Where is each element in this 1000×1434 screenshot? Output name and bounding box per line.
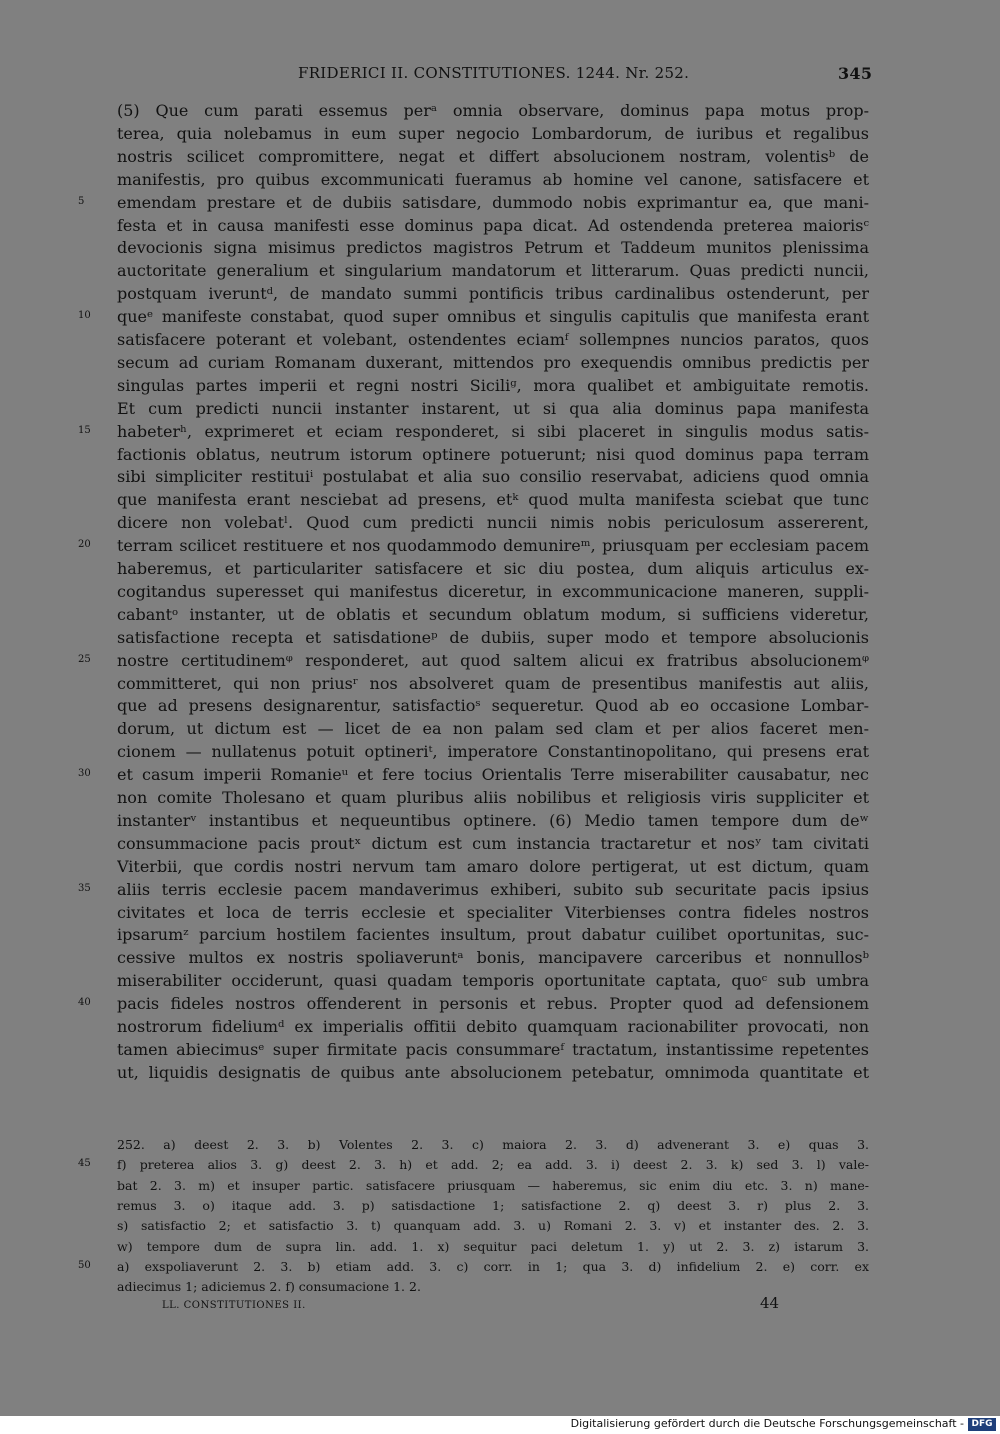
text-line: devocionis signa misimus predictos magistros Petrum et Taddeum munitos plenissima: [117, 238, 869, 258]
text-line: que manifesta erant nesciebat ad presens, etᵏ quod multa manifesta sciebat que tunc: [117, 490, 869, 510]
text-line: Viterbii, que cordis nostri nervum tam amaro dolore pertigerat, ut est dictum, quam: [117, 856, 869, 876]
text-line: consummacione pacis proutˣ dictum est cum instancia tractaretur et nosʸ tam civitati: [117, 833, 869, 853]
footnote-line: f) preterea alios 3. g) deest 2. 3. h) et add. 2; ea add. 3. i) deest 2. 3. k) sed 3. l) vale-: [117, 1157, 869, 1173]
footer-sheet-number: 44: [760, 1294, 780, 1312]
footnote-line: a) exspoliaverunt 2. 3. b) etiam add. 3. c) corr. in 1; qua 3. d) infidelium 2. e) corr. ex: [117, 1258, 869, 1274]
text-line: postquam iveruntᵈ, de mandato summi pontificis tribus cardinalibus ostenderunt, per: [117, 284, 869, 304]
footnote-line: s) satisfactio 2; et satisfactio 3. t) quanquam add. 3. u) Romani 2. 3. v) et instanter des. 2. 3.: [117, 1218, 869, 1234]
line-number: 15: [78, 424, 91, 436]
text-line: nostris scilicet compromittere, negat et differt absolucionem nostram, volentisᵇ de: [117, 146, 869, 166]
text-line: dorum, ut dictum est — licet de ea non palam sed clam et per alios faceret men-: [117, 719, 869, 739]
text-line: dicere non volebatˡ. Quod cum predicti nuncii nimis nobis periculosum assererent,: [117, 513, 869, 533]
line-number: 20: [78, 539, 91, 551]
text-line: auctoritate generalium et singularium mandatorum et litterarum. Quas predicti nuncii,: [117, 261, 869, 281]
text-line: non comite Tholesano et quam pluribus aliis nobilibus et religiosis viris suppliciter et: [117, 788, 869, 807]
line-number: 10: [78, 310, 91, 322]
text-line: queᵉ manifeste constabat, quod super omnibus et singulis capitulis que manifesta erant: [117, 307, 869, 327]
text-line: sibi simpliciter restituiⁱ postulabat et alia suo consilio reservabat, adiciens quod omnia: [117, 467, 869, 487]
footnote-line: bat 2. 3. m) et insuper partic. satisfacere priusquam — haberemus, sic enim diu etc. 3. n) mane-: [117, 1177, 869, 1193]
text-line: satisfacere poterant et volebant, ostendentes eciamᶠ sollempnes nuncios paratos, quos: [117, 330, 869, 349]
line-number: 40: [78, 997, 91, 1009]
text-line: tamen abiecimusᵉ super firmitate pacis consummareᶠ tractatum, instantissime repetentes: [117, 1039, 869, 1059]
text-line: cionem — nullatenus potuit optineriᵗ, imperatore Constantinopolitano, qui presens erat: [117, 742, 869, 762]
text-line: festa et in causa manifesti esse dominus papa dicat. Ad ostendenda preterea maiorisᶜ: [117, 215, 869, 235]
text-line: aliis terris ecclesie pacem mandaverimus exhiberi, subito sub securitate pacis ipsius: [117, 879, 869, 899]
text-line: nostrorum fideliumᵈ ex imperialis offitii debito quamquam racionabiliter provocati, non: [117, 1017, 869, 1036]
text-line: Et cum predicti nuncii instanter instarent, ut si qua alia dominus papa manifesta: [117, 398, 869, 418]
text-line: miserabiliter occiderunt, quasi quadam temporis oportunitate captata, quoᶜ sub umbra: [117, 971, 869, 991]
footnote-line-number: 50: [78, 1259, 91, 1271]
line-number: 5: [78, 195, 85, 207]
line-number: 25: [78, 653, 91, 665]
footnote-line: 252. a) deest 2. 3. b) Volentes 2. 3. c) maiora 2. 3. d) advenerant 3. e) quas 3.: [117, 1137, 869, 1152]
text-line: instanterᵛ instantibus et nequeuntibus optinere. (6) Medio tamen tempore dum deʷ: [117, 810, 869, 830]
text-line: ut, liquidis designatis de quibus ante absolucionem petebatur, omnimoda quantitate et: [117, 1062, 869, 1082]
running-header-title: FRIDERICI II. CONSTITUTIONES. 1244. Nr. 252.: [298, 64, 690, 82]
text-line: cessive multos ex nostris spoliaveruntᵃ bonis, mancipavere carceribus et nonnullosᵇ: [117, 948, 869, 968]
text-line: haberemus, et particulariter satisfacere et sic diu postea, dum aliquis articulus ex-: [117, 559, 869, 578]
text-line: et casum imperii Romanieᵘ et fere tocius Orientalis Terre miserabiliter causabatur, nec: [117, 765, 869, 785]
text-line: singulas partes imperii et regni nostri Siciliᵍ, mora qualibet et ambiguitate remotis.: [117, 375, 869, 395]
footnote-line: remus 3. o) itaque add. 3. p) satisdactione 1; satisfactione 2. q) deest 3. r) plus 2. 3.: [117, 1197, 869, 1213]
text-line: factionis oblatus, neutrum istorum optinere potuerunt; nisi quod dominus papa terram: [117, 444, 869, 464]
text-line: terea, quia nolebamus in eum super negocio Lombardorum, de iuribus et regalibus: [117, 123, 869, 143]
text-line: satisfactione recepta et satisdationeᵖ de dubiis, super modo et tempore absolucionis: [117, 627, 869, 647]
footnote-line-number: 45: [78, 1158, 91, 1170]
text-line: pacis fideles nostros offenderent in personis et rebus. Propter quod ad defensionem: [117, 994, 869, 1014]
footer-series-title: LL. CONSTITUTIONES II.: [162, 1300, 306, 1311]
funding-banner: [0, 1416, 1000, 1434]
funding-banner-text: Digitalisierung gefördert durch die Deutsche Forschungsgemeinschaft -: [570, 1417, 964, 1430]
footnote-line: w) tempore dum de supra lin. add. 1. x) sequitur paci deletum 1. y) ut 2. 3. z) istarum 3.: [117, 1238, 869, 1254]
text-line: (5) Que cum parati essemus perᵃ omnia observare, dominus papa motus prop-: [117, 101, 869, 120]
text-line: emendam prestare et de dubiis satisdare, dummodo nobis exprimantur ea, que mani-: [117, 192, 869, 212]
text-line: ipsarumᶻ parcium hostilem facientes insultum, prout dabatur cuilibet oportunitas, suc-: [117, 925, 869, 945]
dfg-logo: DFG: [968, 1418, 996, 1431]
text-line: civitates et loca de terris ecclesie et specialiter Viterbienses contra fideles nostros: [117, 902, 869, 922]
footnote-line: adiecimus 1; adiciemus 2. f) consumacione 1. 2.: [117, 1279, 421, 1295]
text-line: terram scilicet restituere et nos quodammodo demunireᵐ, priusquam per ecclesiam pacem: [117, 536, 869, 556]
text-line: habeterʰ, exprimeret et eciam responderet, si sibi placeret in singulis modus satis-: [117, 421, 869, 441]
text-line: secum ad curiam Romanam duxerant, mittendos pro exequendis omnibus predictis per: [117, 352, 869, 372]
line-number: 30: [78, 768, 91, 780]
text-line: que ad presens designarentur, satisfactioˢ sequeretur. Quod ab eo occasione Lombar-: [117, 696, 869, 716]
text-line: cogitandus superesset qui manifestus diceretur, in excommunicacione maneren, suppli-: [117, 581, 869, 601]
text-line: cabantᵒ instanter, ut de oblatis et secundum oblatum modum, si sufficiens videretur,: [117, 604, 869, 624]
text-line: committeret, qui non priusʳ nos absolveret quam de presentibus manifestis aut aliis,: [117, 673, 869, 693]
line-number: 35: [78, 882, 91, 894]
page-number: 345: [838, 64, 873, 83]
text-line: nostre certitudinemᵠ responderet, aut quod saltem alicui ex fratribus absolucionemᵠ: [117, 650, 869, 670]
text-line: manifestis, pro quibus excommunicati fueramus ab homine vel canone, satisfacere et: [117, 169, 869, 189]
